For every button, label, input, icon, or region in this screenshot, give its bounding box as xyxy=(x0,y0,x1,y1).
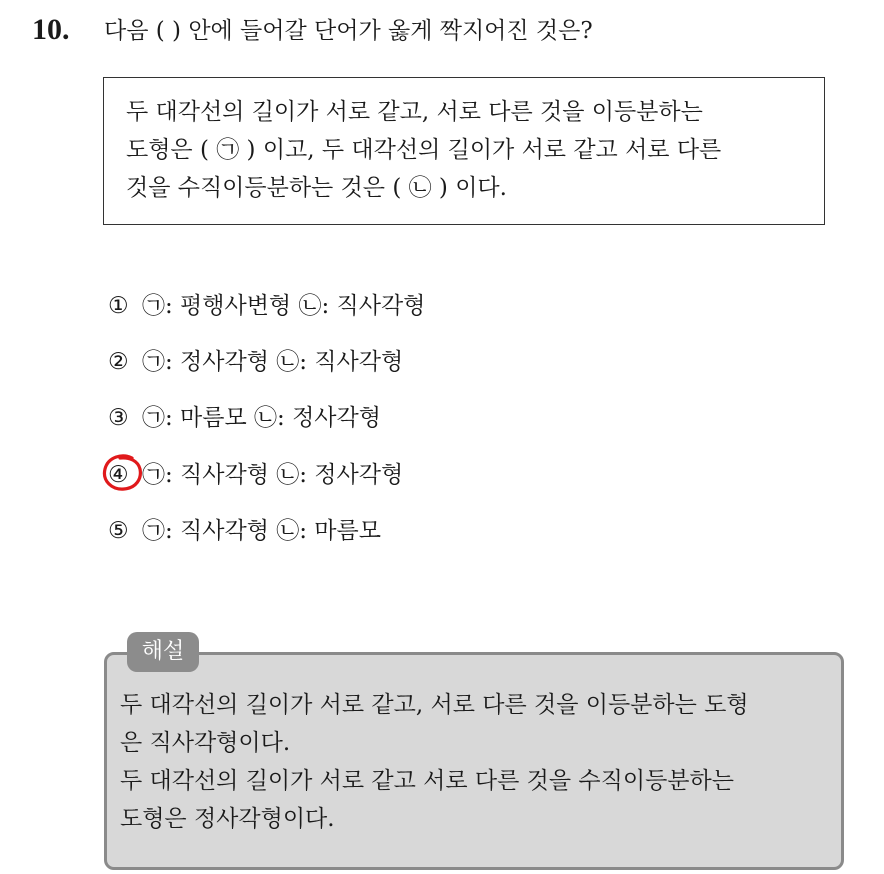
passage-line: 두 대각선의 길이가 서로 같고, 서로 다른 것을 이등분하는 xyxy=(126,99,703,125)
choice-3[interactable] xyxy=(108,401,381,435)
passage-line: 도형은 ( ㉠ ) 이고, 두 대각선의 길이가 서로 같고 서로 다른 xyxy=(126,137,722,163)
choice-text: ㉠: 직사각형 ㉡: 마름모 xyxy=(142,518,381,544)
explanation-line: 두 대각선의 길이가 서로 같고 서로 다른 것을 수직이등분하는 xyxy=(120,768,734,794)
choice-text: ㉠: 평행사변형 ㉡: 직사각형 xyxy=(142,293,426,319)
choice-mark: ① xyxy=(108,293,129,319)
choice-mark: ③ xyxy=(108,405,129,431)
choice-text: ㉠: 마름모 ㉡: 정사각형 xyxy=(142,405,381,431)
choice-mark: ④ xyxy=(108,462,129,488)
question-text: 다음 ( ) 안에 들어갈 단어가 옳게 짝지어진 것은? xyxy=(104,18,593,44)
passage-box xyxy=(103,77,825,225)
choice-1[interactable] xyxy=(108,289,425,323)
explanation-tab: 해설 xyxy=(127,632,199,672)
choice-mark: ⑤ xyxy=(108,518,129,544)
choice-text: ㉠: 정사각형 ㉡: 직사각형 xyxy=(142,349,404,375)
explanation-line: 은 직사각형이다. xyxy=(120,730,291,756)
choice-2[interactable] xyxy=(108,345,403,379)
choice-5[interactable] xyxy=(108,514,381,548)
explanation-line: 두 대각선의 길이가 서로 같고, 서로 다른 것을 이등분하는 도형 xyxy=(120,692,749,718)
explanation-box xyxy=(104,652,844,870)
passage-line: 것을 수직이등분하는 것은 ( ㉡ ) 이다. xyxy=(126,175,507,201)
choice-text: ㉠: 직사각형 ㉡: 정사각형 xyxy=(142,462,404,488)
answer-circle-mark xyxy=(100,452,146,494)
choice-4[interactable] xyxy=(108,458,403,492)
choice-mark: ② xyxy=(108,349,129,375)
question-number: 10. xyxy=(32,13,70,46)
explanation-line: 도형은 정사각형이다. xyxy=(120,806,335,832)
